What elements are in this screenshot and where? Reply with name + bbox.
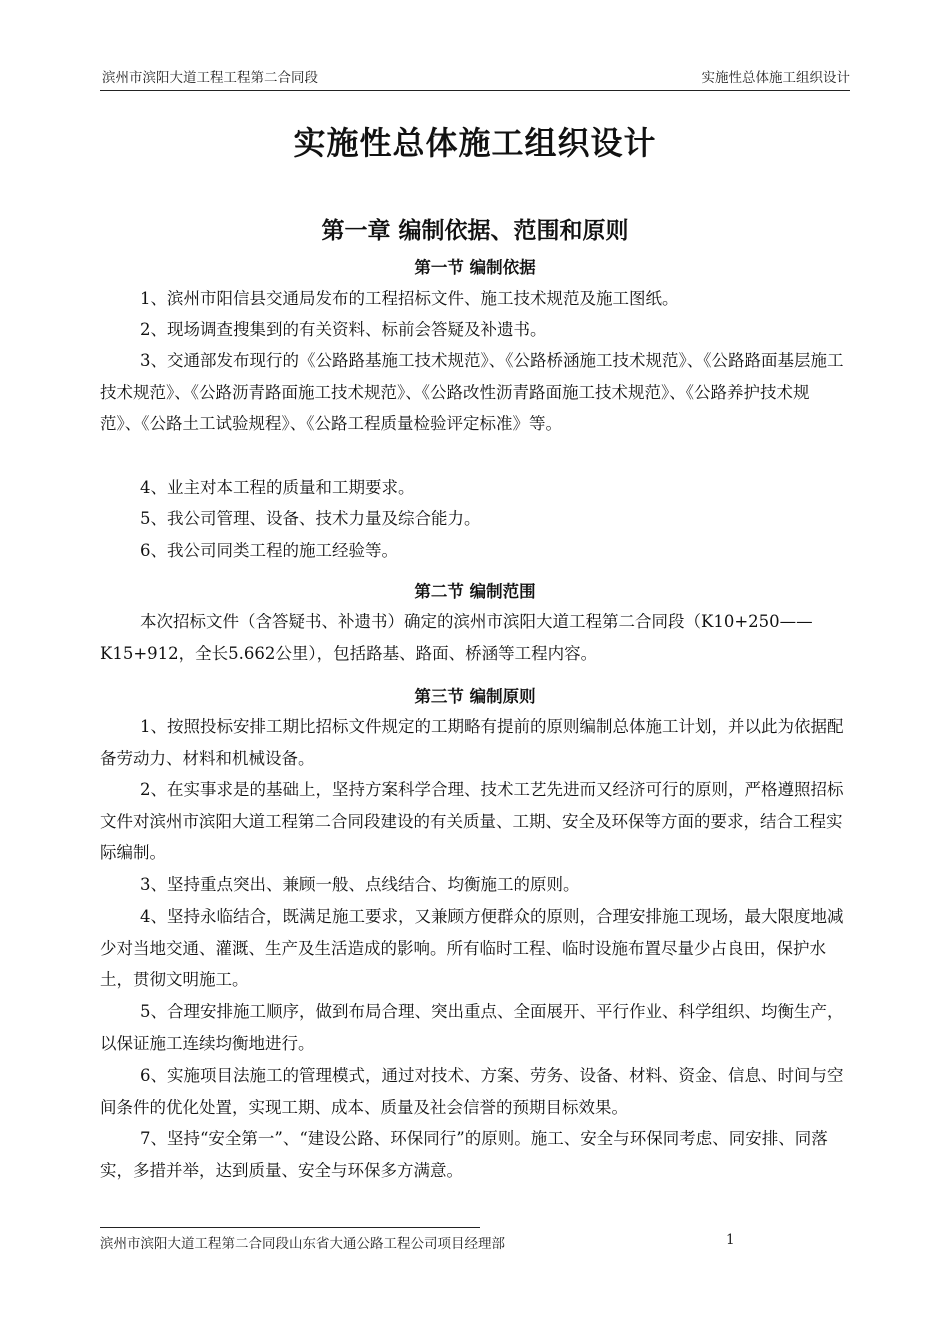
document-title: 实施性总体施工组织设计 (293, 124, 657, 162)
page-header (100, 66, 850, 91)
section-1-item: 5、我公司管理、设备、技术力量及综合能力。 (140, 509, 481, 528)
section-3-item: 1、按照投标安排工期比招标文件规定的工期略有提前的原则编制总体施工计划，并以此为依据配备劳动力、材料和机械设备。 (100, 717, 844, 768)
section-2-text: 本次招标文件（含答疑书、补遗书）确定的滨州市滨阳大道工程第二合同段（K10+250——K15+912，全长5.662公里），包括路基、路面、桥涵等工程内容。 (100, 612, 813, 663)
section-3-item: 4、坚持永临结合，既满足施工要求，又兼顾方便群众的原则，合理安排施工现场，最大限度地减少对当地交通、灌溉、生产及生活造成的影响。所有临时工程、临时设施布置尽量少占良田，保护水土，贯彻文明施工。 (100, 907, 844, 990)
section-1-item: 1、滨州市阳信县交通局发布的工程招标文件、施工技术规范及施工图纸。 (140, 289, 679, 308)
header-left-text: 滨州市滨阳大道工程工程第二合同段 (102, 70, 318, 86)
chapter-heading: 第一章 编制依据、范围和原则 (321, 217, 629, 244)
footer-divider (100, 1227, 480, 1228)
section-1-item: 4、业主对本工程的质量和工期要求。 (140, 478, 415, 497)
section-1-heading: 第一节 编制依据 (414, 258, 536, 277)
section-1-item: 3、交通部发布现行的《公路路基施工技术规范》、《公路桥涵施工技术规范》、《公路路面基层施工技术规范》、《公路沥青路面施工技术规范》、《公路改性沥青路面施工技术规范》、《公路养护技术规范》、《公路土工试验规程》、《公路工程质量检验评定标准》等。 (100, 351, 844, 434)
section-3-item: 7、坚持“安全第一”、“建设公路、环保同行”的原则。施工、安全与环保同考虑、同安排、同落实，多措并举，达到质量、安全与环保多方满意。 (100, 1129, 828, 1180)
section-3-item: 2、在实事求是的基础上，坚持方案科学合理、技术工艺先进而又经济可行的原则，严格遵照招标文件对滨州市滨阳大道工程第二合同段建设的有关质量、工期、安全及环保等方面的要求，结合工程实际编制。 (100, 780, 844, 863)
section-1-item: 6、我公司同类工程的施工经验等。 (140, 541, 398, 560)
page-number: 1 (726, 1232, 735, 1248)
section-3-heading: 第三节 编制原则 (414, 687, 536, 706)
section-1-item: 2、现场调查搜集到的有关资料、标前会答疑及补遗书。 (140, 320, 547, 339)
footer-text: 滨州市滨阳大道工程第二合同段山东省大通公路工程公司项目经理部 (100, 1236, 505, 1252)
section-2-heading: 第二节 编制范围 (414, 582, 536, 601)
header-right-text: 实施性总体施工组织设计 (701, 70, 850, 86)
section-3-item: 3、坚持重点突出、兼顾一般、点线结合、均衡施工的原则。 (140, 875, 580, 894)
section-3-item: 5、合理安排施工顺序，做到布局合理、突出重点、全面展开、平行作业、科学组织、均衡生产，以保证施工连续均衡地进行。 (100, 1002, 844, 1053)
section-3-item: 6、实施项目法施工的管理模式，通过对技术、方案、劳务、设备、材料、资金、信息、时间与空间条件的优化处置，实现工期、成本、质量及社会信誉的预期目标效果。 (100, 1066, 844, 1117)
